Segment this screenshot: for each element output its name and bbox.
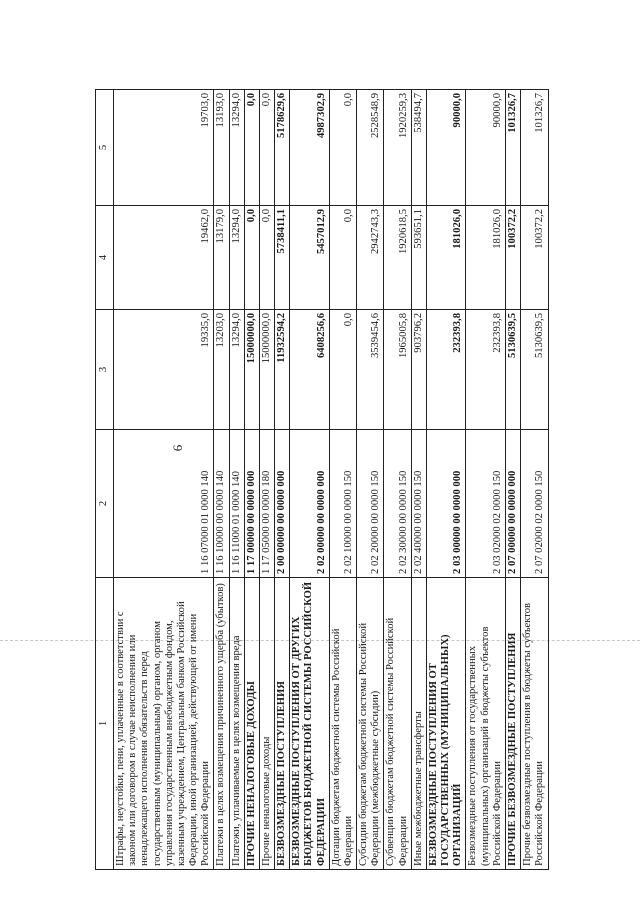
row-value-col5: 0,0 bbox=[329, 90, 356, 206]
row-value-col4: 181026,0 bbox=[426, 206, 466, 310]
row-value-col4: 1920618,5 bbox=[384, 206, 411, 310]
row-value-col5: 4987302,9 bbox=[290, 90, 330, 206]
row-code: 2 02 20000 00 0000 150 bbox=[357, 430, 384, 578]
row-value-col5: 19703,0 bbox=[114, 90, 214, 206]
row-value-col5: 101326,7 bbox=[521, 90, 548, 206]
page-number: 6 bbox=[170, 444, 185, 452]
row-value-col4: 5457012,9 bbox=[290, 206, 330, 310]
row-value-col4: 0,0 bbox=[259, 206, 274, 310]
row-code: 2 02 00000 00 0000 000 bbox=[290, 430, 330, 578]
table-row bbox=[426, 90, 466, 870]
row-value-col3: 19335,0 bbox=[114, 310, 214, 430]
row-name: БЕЗВОЗМЕЗДНЫЕ ПОСТУПЛЕНИЯ ОТ ДРУГИХ БЮДЖЕТОВ БЮДЖЕТНОЙ СИСТЕМЫ РОССИЙСКОЙ ФЕДЕРАЦИИ bbox=[290, 578, 330, 870]
row-name: Платежи, уплачиваемые в целях возмещения вреда bbox=[229, 578, 244, 870]
row-value-col4: 13179,0 bbox=[214, 206, 229, 310]
table-row bbox=[229, 90, 244, 870]
row-code: 2 02 30000 00 0000 150 bbox=[384, 430, 411, 578]
row-code: 1 16 07000 01 0000 140 bbox=[114, 430, 214, 578]
row-value-col4: 2942743,3 bbox=[357, 206, 384, 310]
row-value-col3: 13203,0 bbox=[214, 310, 229, 430]
row-code: 2 02 10000 00 0000 150 bbox=[329, 430, 356, 578]
table-row bbox=[466, 90, 506, 870]
table-row bbox=[505, 90, 520, 870]
row-name: ПРОЧИЕ НЕНАЛОГОВЫЕ ДОХОДЫ bbox=[244, 578, 259, 870]
row-value-col3: 11932594,2 bbox=[275, 310, 290, 430]
row-value-col3: 232393,8 bbox=[426, 310, 466, 430]
table-row bbox=[214, 90, 229, 870]
row-name: Иные межбюджетные трансферты bbox=[411, 578, 426, 870]
table-row bbox=[275, 90, 290, 870]
row-value-col5: 0,0 bbox=[259, 90, 274, 206]
row-value-col3: 1965005,8 bbox=[384, 310, 411, 430]
row-value-col3: 6408256,6 bbox=[290, 310, 330, 430]
revenue-table bbox=[95, 89, 549, 870]
row-name: Платежи в целях возмещения причиненного ущерба (убытков) bbox=[214, 578, 229, 870]
table-row bbox=[244, 90, 259, 870]
row-name: Дотации бюджетам бюджетной системы Российской Федерации bbox=[329, 578, 356, 870]
table-row bbox=[411, 90, 426, 870]
row-value-col4: 0,0 bbox=[329, 206, 356, 310]
row-value-col5: 13193,0 bbox=[214, 90, 229, 206]
row-code: 1 17 00000 00 0000 000 bbox=[244, 430, 259, 578]
header-col-3: 3 bbox=[96, 310, 114, 430]
row-value-col4: 19462,0 bbox=[114, 206, 214, 310]
row-value-col3: 3539454,6 bbox=[357, 310, 384, 430]
row-value-col3: 5130639,5 bbox=[521, 310, 548, 430]
row-value-col3: 15000000,0 bbox=[244, 310, 259, 430]
header-col-1: 1 bbox=[96, 578, 114, 870]
table-row bbox=[259, 90, 274, 870]
row-code: 2 02 40000 00 0000 150 bbox=[411, 430, 426, 578]
table-row bbox=[521, 90, 548, 870]
row-value-col5: 90000,0 bbox=[426, 90, 466, 206]
revenue-table-sheet bbox=[95, 90, 640, 870]
header-col-5: 5 bbox=[96, 90, 114, 206]
row-value-col4: 5738411,1 bbox=[275, 206, 290, 310]
row-value-col3: 13294,0 bbox=[229, 310, 244, 430]
row-value-col5: 101326,7 bbox=[505, 90, 520, 206]
row-name: Прочие безвозмездные поступления в бюджеты субъектов Российской Федерации bbox=[521, 578, 548, 870]
row-code: 1 17 05000 00 0000 180 bbox=[259, 430, 274, 578]
row-value-col5: 5178629,6 bbox=[275, 90, 290, 206]
row-value-col4: 100372,2 bbox=[521, 206, 548, 310]
header-col-2: 2 bbox=[96, 430, 114, 578]
row-value-col4: 100372,2 bbox=[505, 206, 520, 310]
row-value-col5: 2528548,9 bbox=[357, 90, 384, 206]
row-value-col5: 0,0 bbox=[244, 90, 259, 206]
row-value-col5: 13294,0 bbox=[229, 90, 244, 206]
row-value-col3: 15000000,0 bbox=[259, 310, 274, 430]
table-row bbox=[329, 90, 356, 870]
row-name: БЕЗВОЗМЕЗДНЫЕ ПОСТУПЛЕНИЯ bbox=[275, 578, 290, 870]
table-header-row bbox=[96, 90, 114, 870]
header-col-4: 4 bbox=[96, 206, 114, 310]
row-code: 2 00 00000 00 0000 000 bbox=[275, 430, 290, 578]
row-name: Прочие неналоговые доходы bbox=[259, 578, 274, 870]
row-value-col4: 593651,1 bbox=[411, 206, 426, 310]
row-name: Безвозмездные поступления от государственных (муниципальных) организаций в бюджеты субъектов Российской Федерации bbox=[466, 578, 506, 870]
table-row bbox=[357, 90, 384, 870]
row-value-col4: 181026,0 bbox=[466, 206, 506, 310]
row-value-col4: 13294,0 bbox=[229, 206, 244, 310]
row-value-col5: 538494,7 bbox=[411, 90, 426, 206]
row-value-col5: 90000,0 bbox=[466, 90, 506, 206]
table-row bbox=[114, 90, 214, 870]
row-value-col3: 232393,8 bbox=[466, 310, 506, 430]
row-code: 1 16 10000 00 0000 140 bbox=[214, 430, 229, 578]
row-code: 2 03 02000 02 0000 150 bbox=[466, 430, 506, 578]
row-value-col3: 903796,2 bbox=[411, 310, 426, 430]
row-name: Субвенции бюджетам бюджетной системы Российской Федерации bbox=[384, 578, 411, 870]
row-value-col5: 1920259,3 bbox=[384, 90, 411, 206]
row-value-col4: 0,0 bbox=[244, 206, 259, 310]
row-code: 2 07 02000 02 0000 150 bbox=[521, 430, 548, 578]
row-code: 2 03 00000 00 0000 000 bbox=[426, 430, 466, 578]
row-value-col3: 0,0 bbox=[329, 310, 356, 430]
row-value-col3: 5130639,5 bbox=[505, 310, 520, 430]
row-code: 2 07 00000 00 0000 000 bbox=[505, 430, 520, 578]
row-name: ПРОЧИЕ БЕЗВОЗМЕЗДНЫЕ ПОСТУПЛЕНИЯ bbox=[505, 578, 520, 870]
row-name: БЕЗВОЗМЕЗДНЫЕ ПОСТУПЛЕНИЯ ОТ ГОСУДАРСТВЕННЫХ (МУНИЦИПАЛЬНЫХ) ОРГАНИЗАЦИЙ bbox=[426, 578, 466, 870]
table-row bbox=[384, 90, 411, 870]
table-row bbox=[290, 90, 330, 870]
row-name: Субсидии бюджетам бюджетной системы Российской Федерации (межбюджетные субсидии) bbox=[357, 578, 384, 870]
row-code: 1 16 11000 01 0000 140 bbox=[229, 430, 244, 578]
row-name: Штрафы, неустойки, пени, уплаченные в соответствии с законом или договором в случае неисполнения или ненадлежащего исполнения обязательств перед государственным (муниципальным) органом, органом управления государственным внебюджетным фондом, казенным учреждением, Центральным банком Российской Федерации, иной организацией, действующей от имени Российской Федерации bbox=[114, 578, 214, 870]
